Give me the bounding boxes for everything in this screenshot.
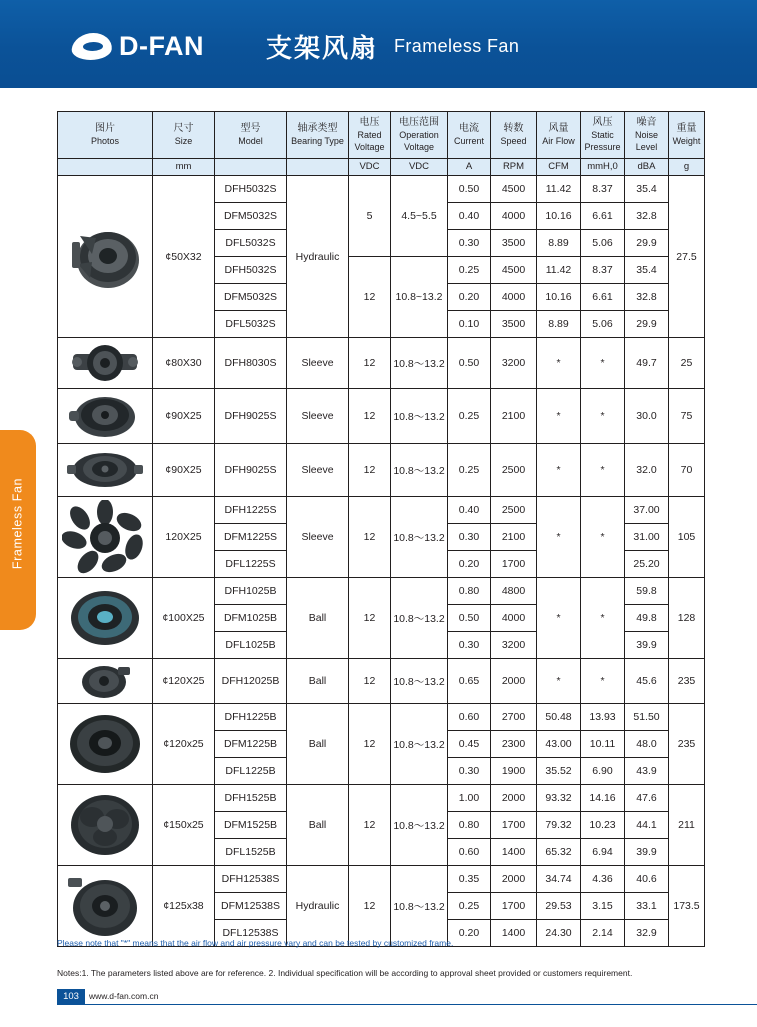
product-photo-90x25-a	[58, 389, 153, 444]
col-header-size-en: Size	[174, 136, 193, 146]
cell-air-flow: *	[537, 389, 581, 444]
col-header-model-en: Model	[238, 136, 263, 146]
spec-table-wrapper	[57, 111, 701, 947]
cell-bearing: Hydraulic	[287, 176, 349, 338]
product-photo-120x25-ball	[58, 659, 153, 704]
product-photo-90x25-b	[58, 444, 153, 497]
table-row	[58, 578, 705, 605]
unit-photos	[58, 159, 153, 176]
cell-static-pressure: 6.61	[581, 284, 625, 311]
footnote-notes: Notes:1. The parameters listed above are for reference. 2. Individual specification will be according to approval sheet provided or customers requirement.	[57, 968, 633, 978]
cell-operation-voltage: 10.8～13.2	[391, 338, 448, 389]
cell-air-flow: *	[537, 338, 581, 389]
cell-current: 0.25	[448, 893, 491, 920]
cell-operation-voltage: 10.8～13.2	[391, 389, 448, 444]
cell-air-flow: *	[537, 578, 581, 659]
cell-rated-voltage: 5	[349, 176, 391, 257]
cell-model: DFH1225B	[215, 704, 287, 731]
cell-noise: 49.7	[625, 338, 669, 389]
cell-model: DFM1025B	[215, 605, 287, 632]
cell-current: 0.30	[448, 230, 491, 257]
cell-current: 0.50	[448, 176, 491, 203]
col-header-speed	[491, 112, 537, 159]
cell-current: 0.25	[448, 444, 491, 497]
col-header-bearing-en: Bearing Type	[291, 136, 344, 146]
col-header-noise	[625, 112, 669, 159]
unit-static-pressure: mmH,0	[581, 159, 625, 176]
cell-noise: 43.9	[625, 758, 669, 785]
cell-size: ¢80X30	[153, 338, 215, 389]
cell-noise: 39.9	[625, 839, 669, 866]
cell-rated-voltage: 12	[349, 338, 391, 389]
col-header-speed-cn: 转数	[503, 123, 524, 134]
unit-operation-voltage: VDC	[391, 159, 448, 176]
col-header-photos	[58, 112, 153, 159]
table-row	[58, 497, 705, 524]
cell-model: DFH9025S	[215, 444, 287, 497]
cell-static-pressure: 8.37	[581, 257, 625, 284]
footer-divider	[57, 1004, 757, 1005]
cell-static-pressure: 5.06	[581, 230, 625, 257]
col-header-weight	[669, 112, 705, 159]
cell-static-pressure: *	[581, 497, 625, 578]
cell-model: DFL1225B	[215, 758, 287, 785]
col-header-static-pressure	[581, 112, 625, 159]
cell-size: ¢125x38	[153, 866, 215, 947]
fan-illustration	[74, 661, 136, 701]
cell-noise: 45.6	[625, 659, 669, 704]
cell-static-pressure: 6.61	[581, 203, 625, 230]
col-header-static-pressure-cn: 风压	[592, 117, 613, 128]
unit-bearing	[287, 159, 349, 176]
spec-table-head	[58, 112, 705, 176]
spec-table	[57, 111, 705, 947]
cell-model: DFM1225B	[215, 731, 287, 758]
cell-weight: 173.5	[669, 866, 705, 947]
cell-operation-voltage: 10.8～13.2	[391, 578, 448, 659]
col-header-air-flow-cn: 风量	[548, 123, 569, 134]
cell-bearing: Ball	[287, 704, 349, 785]
cell-current: 0.60	[448, 704, 491, 731]
cell-current: 0.45	[448, 731, 491, 758]
cell-speed: 2000	[491, 866, 537, 893]
cell-speed: 3200	[491, 632, 537, 659]
cell-noise: 32.8	[625, 284, 669, 311]
page-title-en: Frameless Fan	[394, 35, 520, 56]
cell-current: 0.40	[448, 497, 491, 524]
cell-speed: 2700	[491, 704, 537, 731]
cell-model: DFH1225S	[215, 497, 287, 524]
cell-operation-voltage: 10.8～13.2	[391, 866, 448, 947]
fan-illustration	[62, 870, 148, 942]
cell-weight: 211	[669, 785, 705, 866]
cell-air-flow: 8.89	[537, 311, 581, 338]
cell-rated-voltage: 12	[349, 578, 391, 659]
page-footer	[57, 989, 757, 1005]
unit-air-flow: CFM	[537, 159, 581, 176]
cell-noise: 51.50	[625, 704, 669, 731]
unit-model	[215, 159, 287, 176]
cell-noise: 47.6	[625, 785, 669, 812]
cell-model: DFH12025B	[215, 659, 287, 704]
cell-model: DFL12538S	[215, 920, 287, 947]
cell-air-flow: 29.53	[537, 893, 581, 920]
header-divider	[0, 84, 757, 88]
table-row	[58, 389, 705, 444]
cell-current: 0.40	[448, 203, 491, 230]
col-header-operation-voltage-cn: 电压范围	[399, 117, 439, 128]
cell-current: 0.60	[448, 839, 491, 866]
cell-static-pressure: 8.37	[581, 176, 625, 203]
cell-model: DFM1525B	[215, 812, 287, 839]
col-header-bearing	[287, 112, 349, 159]
fan-logo-icon	[71, 33, 114, 60]
cell-current: 1.00	[448, 785, 491, 812]
cell-size: ¢150x25	[153, 785, 215, 866]
col-header-speed-en: Speed	[500, 136, 527, 146]
cell-noise: 48.0	[625, 731, 669, 758]
page-header	[0, 0, 757, 88]
cell-model: DFH5032S	[215, 257, 287, 284]
brand-name: D-FAN	[119, 30, 204, 61]
cell-static-pressure: 10.11	[581, 731, 625, 758]
cell-weight: 75	[669, 389, 705, 444]
cell-operation-voltage: 10.8～13.2	[391, 659, 448, 704]
unit-weight: g	[669, 159, 705, 176]
cell-rated-voltage: 12	[349, 704, 391, 785]
cell-static-pressure: 5.06	[581, 311, 625, 338]
fan-illustration	[65, 446, 145, 494]
cell-noise: 25.20	[625, 551, 669, 578]
unit-current: A	[448, 159, 491, 176]
fan-illustration	[65, 340, 145, 386]
product-photo-150x25	[58, 785, 153, 866]
cell-model: DFL1525B	[215, 839, 287, 866]
cell-air-flow: 11.42	[537, 257, 581, 284]
cell-size: ¢50X32	[153, 176, 215, 338]
cell-current: 0.20	[448, 551, 491, 578]
cell-speed: 1700	[491, 893, 537, 920]
cell-operation-voltage: 10.8~13.2	[391, 257, 448, 338]
cell-air-flow: 35.52	[537, 758, 581, 785]
cell-operation-voltage: 4.5~5.5	[391, 176, 448, 257]
cell-current: 0.25	[448, 257, 491, 284]
cell-model: DFH5032S	[215, 176, 287, 203]
page-number: 103	[57, 989, 85, 1004]
cell-speed: 1400	[491, 839, 537, 866]
cell-operation-voltage: 10.8～13.2	[391, 444, 448, 497]
product-photo-100x25	[58, 578, 153, 659]
cell-current: 0.30	[448, 524, 491, 551]
cell-speed: 1900	[491, 758, 537, 785]
cell-speed: 2500	[491, 497, 537, 524]
cell-static-pressure: *	[581, 444, 625, 497]
cell-air-flow: 11.42	[537, 176, 581, 203]
col-header-size	[153, 112, 215, 159]
cell-current: 0.65	[448, 659, 491, 704]
cell-size: ¢100X25	[153, 578, 215, 659]
cell-size: ¢120X25	[153, 659, 215, 704]
col-header-current	[448, 112, 491, 159]
col-header-weight-cn: 重量	[676, 123, 697, 134]
cell-current: 0.80	[448, 578, 491, 605]
cell-air-flow: 93.32	[537, 785, 581, 812]
col-header-static-pressure-en: Static Pressure	[584, 130, 621, 152]
cell-speed: 2100	[491, 524, 537, 551]
cell-current: 0.35	[448, 866, 491, 893]
cell-noise: 35.4	[625, 257, 669, 284]
cell-current: 0.50	[448, 338, 491, 389]
cell-static-pressure: *	[581, 389, 625, 444]
cell-static-pressure: 6.94	[581, 839, 625, 866]
fan-illustration	[62, 789, 148, 861]
table-row	[58, 444, 705, 497]
cell-air-flow: *	[537, 659, 581, 704]
cell-rated-voltage: 12	[349, 659, 391, 704]
unit-rated-voltage: VDC	[349, 159, 391, 176]
table-row	[58, 866, 705, 893]
product-photo-125x38	[58, 866, 153, 947]
cell-operation-voltage: 10.8～13.2	[391, 497, 448, 578]
footnote-asterisk: Please note that "*" means that the air flow and air pressure vary and can be tested by customized frame.	[57, 938, 454, 948]
cell-model: DFM1225S	[215, 524, 287, 551]
cell-model: DFM12538S	[215, 893, 287, 920]
cell-noise: 33.1	[625, 893, 669, 920]
cell-model: DFH8030S	[215, 338, 287, 389]
fan-illustration	[62, 584, 148, 652]
cell-rated-voltage: 12	[349, 785, 391, 866]
cell-speed: 4500	[491, 176, 537, 203]
cell-current: 0.20	[448, 920, 491, 947]
product-photo-120x25-sleeve	[58, 497, 153, 578]
header-content	[0, 18, 757, 74]
col-header-rated-voltage	[349, 112, 391, 159]
col-header-noise-en: Noise Level	[634, 130, 658, 152]
cell-noise: 32.0	[625, 444, 669, 497]
cell-speed: 4500	[491, 257, 537, 284]
col-header-rated-voltage-en: Rated Voltage	[354, 130, 385, 152]
cell-noise: 44.1	[625, 812, 669, 839]
cell-speed: 3500	[491, 311, 537, 338]
cell-weight: 25	[669, 338, 705, 389]
col-header-bearing-cn: 轴承类型	[297, 123, 338, 134]
col-header-noise-cn: 噪音	[636, 117, 657, 128]
cell-bearing: Sleeve	[287, 497, 349, 578]
cell-weight: 235	[669, 659, 705, 704]
brand-logo	[72, 31, 204, 62]
cell-static-pressure: 14.16	[581, 785, 625, 812]
cell-noise: 39.9	[625, 632, 669, 659]
cell-speed: 2500	[491, 444, 537, 497]
cell-speed: 4000	[491, 203, 537, 230]
cell-rated-voltage: 12	[349, 389, 391, 444]
cell-noise: 32.8	[625, 203, 669, 230]
table-row	[58, 176, 705, 203]
col-header-size-cn: 尺寸	[173, 123, 194, 134]
cell-speed: 1700	[491, 812, 537, 839]
cell-air-flow: 10.16	[537, 203, 581, 230]
fan-illustration	[62, 220, 148, 294]
col-header-weight-en: Weight	[672, 136, 701, 146]
cell-noise: 49.8	[625, 605, 669, 632]
col-header-model-cn: 型号	[240, 123, 261, 134]
cell-noise: 30.0	[625, 389, 669, 444]
cell-rated-voltage: 12	[349, 444, 391, 497]
cell-model: DFM5032S	[215, 284, 287, 311]
cell-air-flow: *	[537, 444, 581, 497]
cell-operation-voltage: 10.8～13.2	[391, 785, 448, 866]
col-header-model	[215, 112, 287, 159]
col-header-operation-voltage	[391, 112, 448, 159]
cell-weight: 27.5	[669, 176, 705, 338]
cell-noise: 35.4	[625, 176, 669, 203]
cell-current: 0.30	[448, 758, 491, 785]
cell-weight: 128	[669, 578, 705, 659]
cell-bearing: Sleeve	[287, 389, 349, 444]
cell-rated-voltage: 12	[349, 497, 391, 578]
cell-air-flow: 10.16	[537, 284, 581, 311]
cell-model: DFL5032S	[215, 311, 287, 338]
cell-air-flow: 34.74	[537, 866, 581, 893]
cell-speed: 3500	[491, 230, 537, 257]
cell-model: DFL1025B	[215, 632, 287, 659]
cell-speed: 2100	[491, 389, 537, 444]
cell-speed: 2000	[491, 659, 537, 704]
cell-air-flow: 43.00	[537, 731, 581, 758]
cell-size: ¢120x25	[153, 704, 215, 785]
cell-bearing: Ball	[287, 578, 349, 659]
col-header-current-en: Current	[453, 136, 484, 146]
cell-static-pressure: 6.90	[581, 758, 625, 785]
page-title-cn: 支架风扇	[266, 33, 379, 64]
cell-static-pressure: 10.23	[581, 812, 625, 839]
col-header-photos-en: Photos	[90, 136, 120, 146]
section-side-tab-label: Frameless Fan	[10, 477, 25, 570]
table-row	[58, 659, 705, 704]
col-header-air-flow	[537, 112, 581, 159]
cell-air-flow: 50.48	[537, 704, 581, 731]
cell-air-flow: 79.32	[537, 812, 581, 839]
cell-model: DFH12538S	[215, 866, 287, 893]
cell-air-flow: 24.30	[537, 920, 581, 947]
cell-speed: 1700	[491, 551, 537, 578]
cell-size: 120X25	[153, 497, 215, 578]
cell-noise: 59.8	[625, 578, 669, 605]
product-photo-50x32	[58, 176, 153, 338]
cell-static-pressure: 2.14	[581, 920, 625, 947]
unit-speed: RPM	[491, 159, 537, 176]
product-photo-80x30	[58, 338, 153, 389]
cell-noise: 40.6	[625, 866, 669, 893]
cell-speed: 4000	[491, 284, 537, 311]
cell-noise: 31.00	[625, 524, 669, 551]
cell-noise: 29.9	[625, 311, 669, 338]
table-row	[58, 704, 705, 731]
cell-model: DFH1525B	[215, 785, 287, 812]
cell-model: DFH1025B	[215, 578, 287, 605]
cell-noise: 32.9	[625, 920, 669, 947]
cell-model: DFH9025S	[215, 389, 287, 444]
cell-noise: 37.00	[625, 497, 669, 524]
cell-weight: 70	[669, 444, 705, 497]
cell-bearing: Sleeve	[287, 444, 349, 497]
cell-static-pressure: 4.36	[581, 866, 625, 893]
cell-weight: 235	[669, 704, 705, 785]
cell-static-pressure: *	[581, 578, 625, 659]
cell-air-flow: 65.32	[537, 839, 581, 866]
cell-noise: 29.9	[625, 230, 669, 257]
cell-air-flow: 8.89	[537, 230, 581, 257]
col-header-current-cn: 电流	[459, 123, 479, 134]
cell-size: ¢90X25	[153, 389, 215, 444]
col-header-operation-voltage-en: Operation Voltage	[399, 130, 439, 152]
cell-current: 0.10	[448, 311, 491, 338]
cell-operation-voltage: 10.8～13.2	[391, 704, 448, 785]
unit-size: mm	[153, 159, 215, 176]
fan-illustration	[65, 391, 145, 441]
table-row	[58, 785, 705, 812]
cell-speed: 1400	[491, 920, 537, 947]
cell-static-pressure: *	[581, 659, 625, 704]
cell-current: 0.50	[448, 605, 491, 632]
cell-size: ¢90X25	[153, 444, 215, 497]
cell-speed: 2000	[491, 785, 537, 812]
cell-model: DFM5032S	[215, 203, 287, 230]
cell-speed: 4000	[491, 605, 537, 632]
table-row	[58, 338, 705, 389]
cell-bearing: Sleeve	[287, 338, 349, 389]
cell-current: 0.80	[448, 812, 491, 839]
col-header-air-flow-en: Air Flow	[542, 136, 575, 146]
cell-speed: 3200	[491, 338, 537, 389]
header-row-titles	[58, 112, 705, 159]
cell-bearing: Ball	[287, 785, 349, 866]
cell-current: 0.30	[448, 632, 491, 659]
cell-bearing: Ball	[287, 659, 349, 704]
cell-weight: 105	[669, 497, 705, 578]
cell-static-pressure: 13.93	[581, 704, 625, 731]
section-side-tab	[0, 430, 36, 630]
col-header-photos-cn: 图片	[95, 123, 115, 134]
cell-model: DFL1225S	[215, 551, 287, 578]
spec-table-body	[58, 176, 705, 947]
product-photo-120x25-b	[58, 704, 153, 785]
website-url: www.d-fan.com.cn	[89, 991, 159, 1001]
unit-noise: dBA	[625, 159, 669, 176]
cell-static-pressure: 3.15	[581, 893, 625, 920]
fan-illustration	[62, 708, 148, 780]
header-row-units	[58, 159, 705, 176]
cell-speed: 2300	[491, 731, 537, 758]
col-header-rated-voltage-cn: 电压	[359, 117, 380, 128]
cell-static-pressure: *	[581, 338, 625, 389]
cell-bearing: Hydraulic	[287, 866, 349, 947]
cell-current: 0.25	[448, 389, 491, 444]
fan-illustration	[62, 500, 148, 574]
cell-current: 0.20	[448, 284, 491, 311]
cell-speed: 4800	[491, 578, 537, 605]
cell-air-flow: *	[537, 497, 581, 578]
cell-model: DFL5032S	[215, 230, 287, 257]
cell-rated-voltage: 12	[349, 257, 391, 338]
cell-rated-voltage: 12	[349, 866, 391, 947]
